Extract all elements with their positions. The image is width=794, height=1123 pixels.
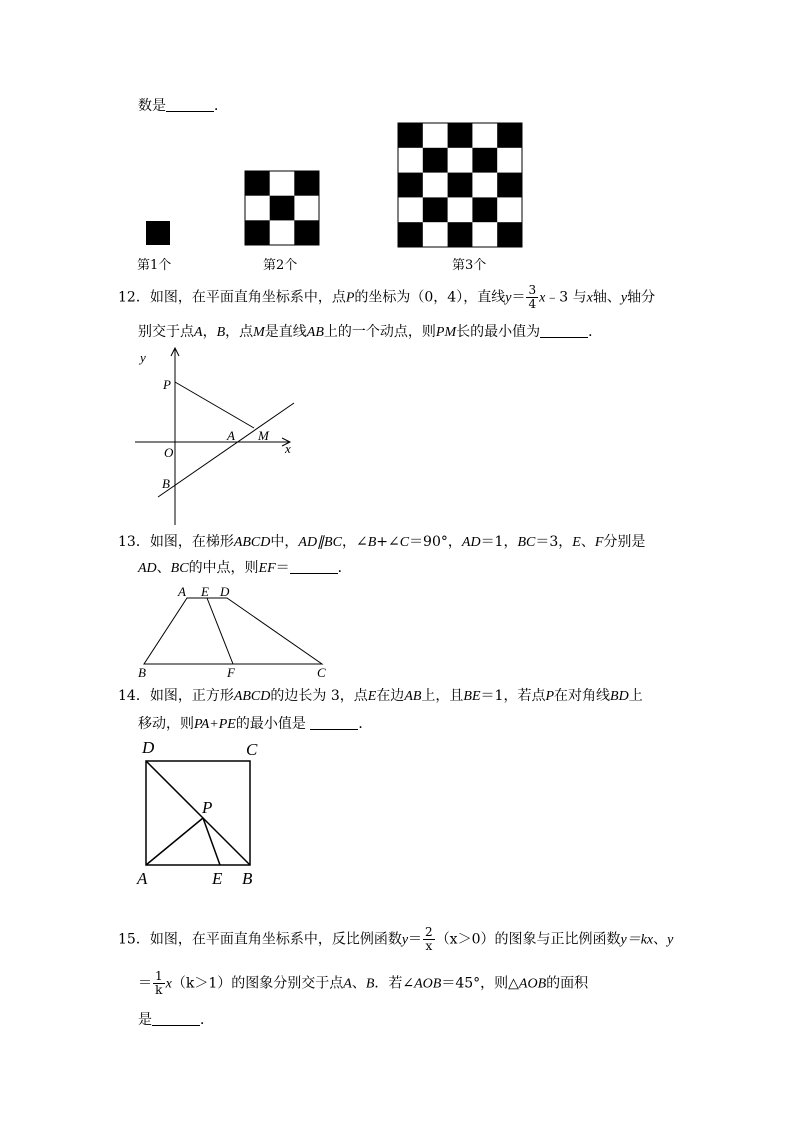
- segment-PA: [146, 818, 203, 865]
- q12-text: ＝: [511, 289, 526, 306]
- q14-text: 上，且: [421, 688, 464, 704]
- q15-text: 的面积: [546, 975, 589, 992]
- q12-line1: [118, 284, 655, 311]
- label-A: A: [137, 869, 148, 888]
- q14-var: AB: [404, 689, 422, 704]
- q14-var: PA+PE: [194, 717, 236, 732]
- q15-text: ＝: [408, 931, 423, 948]
- segment-PE: [203, 818, 220, 865]
- q13-var: EF: [258, 561, 276, 576]
- q13-text: +∠: [376, 534, 400, 550]
- q14-text: 在对角线: [554, 688, 611, 704]
- q12-var: PM: [435, 325, 457, 340]
- q14-text: 移动，则: [138, 716, 194, 732]
- answer-blank[interactable]: [310, 715, 358, 730]
- q15-var: AOB: [414, 976, 442, 992]
- fraction-denominator: x: [425, 939, 433, 953]
- q15-var: y: [667, 932, 674, 948]
- q12-coordinate-figure: [130, 340, 310, 530]
- q12-fraction: [526, 284, 538, 311]
- label-B: B: [162, 476, 170, 491]
- q15-text: （x＞0）的图象与正比例函数: [435, 931, 621, 948]
- q12-text: 轴分: [627, 289, 656, 306]
- q12-var: P: [345, 290, 355, 306]
- label-M: M: [258, 428, 269, 443]
- q14-number: 14．: [118, 688, 150, 704]
- q12-var: x: [539, 290, 546, 306]
- q12-end: ．: [588, 324, 603, 340]
- q15-text: ＝45°，则△: [441, 975, 519, 992]
- q15-text: 、: [653, 931, 668, 948]
- fig1-black-square: [146, 221, 170, 245]
- q12-text: 别交于点: [138, 324, 194, 340]
- label-P: P: [163, 377, 171, 392]
- label-A: A: [178, 584, 186, 599]
- q12-var: B: [216, 325, 226, 340]
- checkerboard-figures: [0, 0, 794, 260]
- q11-tail-text: 数是: [138, 98, 166, 114]
- q13-line1: [118, 532, 645, 553]
- q12-text: 的坐标为（0，4），直线: [354, 289, 506, 306]
- answer-blank[interactable]: [152, 1011, 200, 1026]
- q12-text: ，: [202, 324, 217, 340]
- q15-fraction-1: [423, 926, 435, 953]
- q12-text: ，点: [225, 324, 254, 340]
- q14-var: P: [545, 689, 555, 704]
- diagonal-BD: [146, 761, 250, 865]
- q13-text: ＝: [275, 560, 290, 576]
- q13-var: BC: [517, 535, 536, 550]
- q13-text: 中，: [270, 534, 299, 550]
- q13-var: ABCD: [233, 535, 271, 550]
- q15-line1: [118, 926, 673, 953]
- q13-var: E: [572, 535, 581, 550]
- q14-var: BE: [463, 689, 481, 704]
- label-B: B: [138, 665, 146, 680]
- q13-text: ＝3，: [535, 534, 573, 550]
- q14-line2: [138, 714, 372, 735]
- q12-text: 如图，在平面直角坐标系中，点: [149, 289, 346, 306]
- q12-text: 长的最小值为: [456, 324, 541, 340]
- q15-text: ．若∠: [374, 975, 415, 992]
- q13-var: F: [594, 535, 604, 550]
- q15-var: y: [401, 932, 409, 948]
- label-B: B: [242, 869, 253, 888]
- q15-end: ．: [200, 1012, 214, 1028]
- q13-text: 分别是: [603, 534, 646, 550]
- label-E: E: [212, 869, 223, 888]
- q15-var: A: [343, 976, 352, 992]
- segment-PM: [175, 382, 254, 428]
- label-E: E: [201, 584, 209, 599]
- q14-var: ABCD: [233, 689, 271, 704]
- q12-var: A: [194, 325, 203, 340]
- q12-var: y: [505, 290, 512, 306]
- fraction-numerator: 1: [155, 969, 163, 983]
- q13-var: BC: [170, 561, 189, 576]
- q13-text: 的中点，则: [188, 560, 259, 576]
- q13-var: AD: [461, 535, 481, 550]
- q14-var: BD: [610, 689, 629, 704]
- q14-text: 的最小值是: [235, 716, 306, 732]
- q14-var: E: [367, 689, 377, 704]
- q13-var: AD∥BC: [298, 535, 342, 550]
- q12-var: x: [586, 290, 593, 306]
- q13-text: 如图，在梯形: [149, 534, 234, 550]
- q11-end: ．: [214, 98, 228, 114]
- q13-number: 13．: [118, 534, 150, 550]
- fraction-numerator: 2: [425, 925, 433, 939]
- fraction-denominator: k: [155, 983, 163, 997]
- q14-text: 上: [628, 688, 643, 704]
- q15-text: ＝: [138, 975, 152, 992]
- figure-2-caption: 第2个: [263, 258, 298, 273]
- label-x: x: [285, 441, 291, 456]
- q14-text: ＝1，若点: [480, 688, 546, 704]
- q13-text: ＝1，: [480, 534, 518, 550]
- figure-3: [398, 123, 522, 247]
- q13-end: ．: [337, 560, 352, 576]
- q15-line2: [138, 970, 588, 997]
- q12-var: M: [253, 325, 265, 340]
- answer-blank[interactable]: [540, 323, 588, 338]
- q14-line1: [118, 686, 643, 707]
- figure-1: [146, 221, 170, 245]
- figure-1-caption: 第1个: [137, 258, 172, 273]
- label-A: A: [227, 428, 235, 443]
- label-P: P: [202, 798, 213, 817]
- label-F: F: [227, 665, 235, 680]
- q13-line2: [138, 558, 352, 579]
- q15-var: y＝kx: [620, 932, 654, 948]
- q14-text: 如图，正方形: [149, 688, 234, 704]
- q14-text: 的边长为 3，点: [270, 688, 368, 704]
- q13-text: 、: [156, 560, 171, 576]
- q15-line3: [138, 1010, 214, 1030]
- q15-var: AOB: [518, 976, 547, 992]
- q13-text: ＝90°，: [409, 534, 462, 550]
- q14-square-figure: [134, 736, 274, 892]
- label-D: D: [142, 738, 155, 757]
- q14-text: 在边: [376, 688, 405, 704]
- q15-text: 是: [138, 1012, 152, 1028]
- q15-text: 、: [351, 975, 366, 992]
- q12-var: y: [620, 290, 628, 306]
- q13-text: 、: [580, 534, 595, 550]
- label-C: C: [317, 665, 326, 680]
- q13-text: ，∠: [341, 534, 368, 550]
- label-y: y: [140, 350, 146, 365]
- q12-text: ﹣3 与: [545, 289, 587, 306]
- q13-var: AD: [138, 561, 157, 576]
- fraction-denominator: 4: [528, 297, 537, 311]
- label-C: C: [246, 740, 258, 759]
- label-O: O: [164, 445, 174, 460]
- q12-text: 是直线: [264, 324, 307, 340]
- q13-trapezoid-figure: [132, 582, 332, 682]
- fraction-numerator: 3: [528, 283, 537, 297]
- q12-text: 上的一个动点，则: [323, 324, 436, 340]
- q15-text: 如图，在平面直角坐标系中，反比例函数: [149, 931, 402, 948]
- answer-blank[interactable]: [290, 559, 338, 574]
- q15-text: （k＞1）的图象分别交于点: [171, 975, 344, 992]
- figure-3-caption: 第3个: [452, 258, 487, 273]
- figure-2: [245, 171, 319, 245]
- q15-var: B: [365, 976, 375, 992]
- q13-var: C: [399, 535, 410, 550]
- q12-text: 轴、: [592, 289, 621, 306]
- line-AB: [158, 403, 294, 497]
- trapezoid-ABCD: [144, 598, 322, 664]
- q15-fraction-2: [153, 970, 165, 997]
- q12-var: AB: [306, 325, 324, 340]
- segment-EF: [207, 598, 233, 664]
- q15-var: x: [165, 976, 172, 992]
- q15-number: 15．: [118, 931, 150, 948]
- label-D: D: [220, 584, 230, 599]
- q12-number: 12．: [118, 289, 150, 306]
- q13-var: B: [367, 535, 377, 550]
- q14-end: ．: [358, 716, 373, 732]
